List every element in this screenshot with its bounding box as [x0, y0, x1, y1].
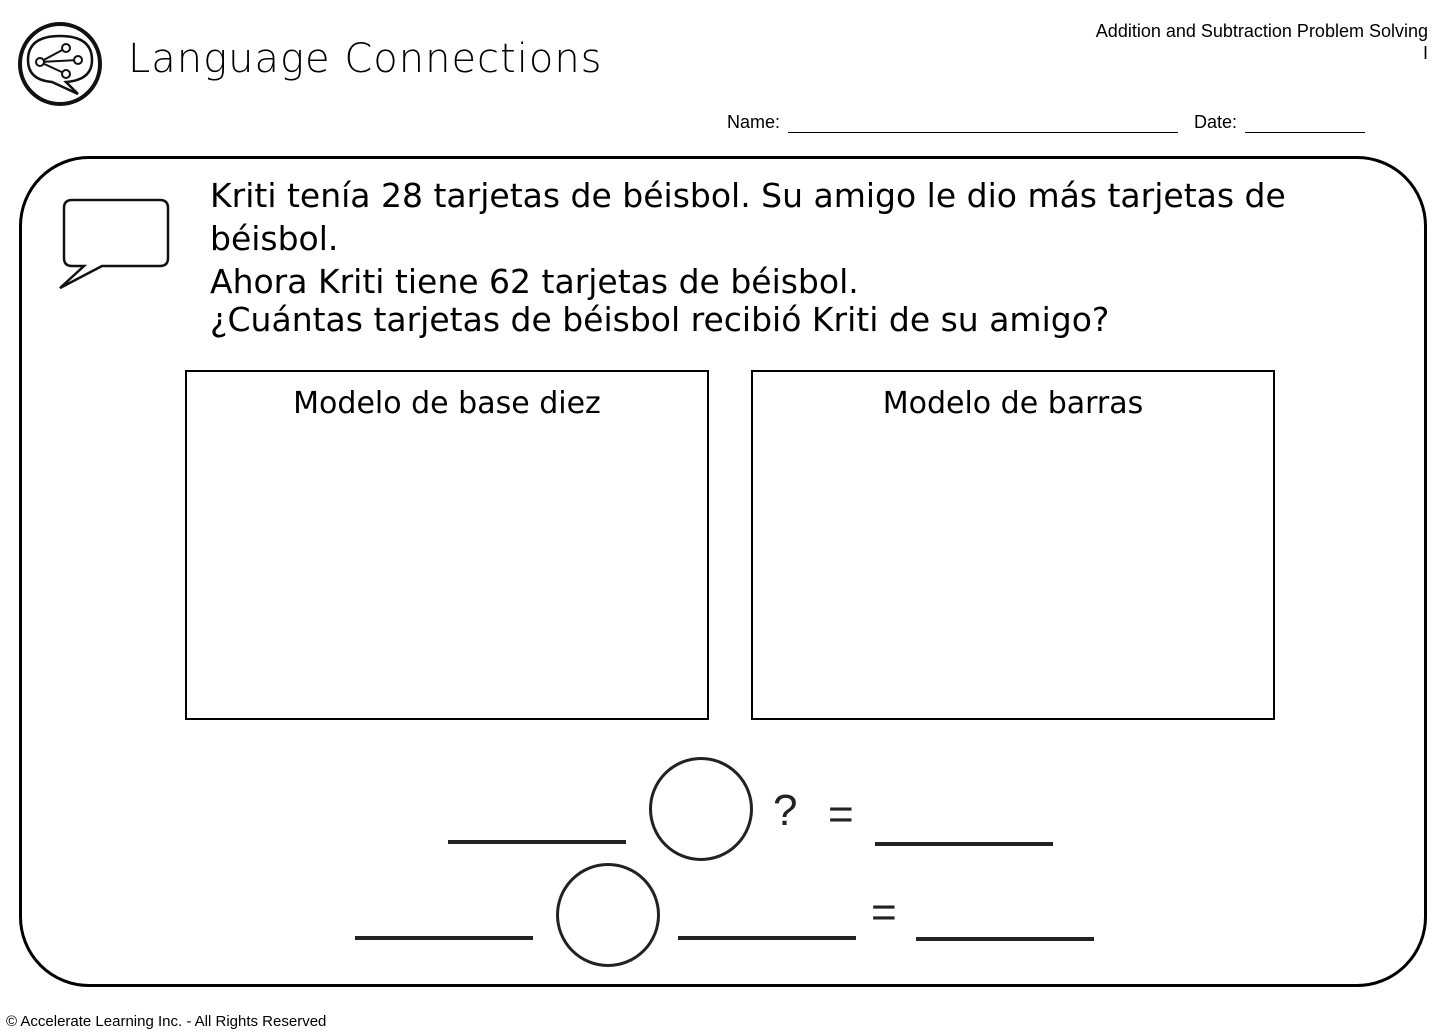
- eq1-answer-blank[interactable]: [875, 842, 1053, 846]
- problem-question: ¿Cuántas tarjetas de béisbol recibió Kriti de su amigo?: [210, 300, 1110, 339]
- problem-statement: [210, 174, 1410, 303]
- eq1-blank-1[interactable]: [448, 840, 626, 844]
- bar-model-box[interactable]: [751, 370, 1275, 720]
- name-date-row: [727, 112, 1365, 133]
- eq1-unknown: ?: [773, 786, 798, 835]
- eq2-blank-1[interactable]: [355, 936, 533, 940]
- speech-bubble-network-icon: [16, 22, 104, 106]
- eq1-equals: =: [828, 790, 854, 839]
- eq2-answer-blank[interactable]: [916, 937, 1094, 941]
- topic-heading: [1096, 20, 1428, 64]
- eq1-operator-circle[interactable]: [649, 757, 753, 861]
- problem-line-2: Ahora Kriti tiene 62 tarjetas de béisbol.: [210, 262, 859, 301]
- brand-title: Language Connections: [128, 36, 603, 82]
- name-label: Name:: [727, 112, 781, 132]
- eq2-blank-2[interactable]: [678, 936, 856, 940]
- topic-title: Addition and Subtraction Problem Solving: [1095, 21, 1428, 41]
- bar-model-title: Modelo de barras: [882, 386, 1144, 421]
- name-field[interactable]: [788, 112, 1178, 133]
- date-field[interactable]: [1245, 112, 1365, 133]
- eq2-equals: =: [871, 888, 897, 937]
- date-label: Date:: [1194, 112, 1238, 132]
- speech-bubble-icon: [56, 196, 176, 292]
- base-ten-model-title: Modelo de base diez: [293, 386, 601, 421]
- base-ten-model-box[interactable]: [185, 370, 709, 720]
- eq2-operator-circle[interactable]: [556, 863, 660, 967]
- topic-level: I: [1422, 43, 1428, 63]
- problem-line-1: Kriti tenía 28 tarjetas de béisbol. Su amigo le dio más tarjetas de béisbol.: [210, 176, 1286, 258]
- copyright-footer: © Accelerate Learning Inc. - All Rights Reserved: [6, 1013, 327, 1030]
